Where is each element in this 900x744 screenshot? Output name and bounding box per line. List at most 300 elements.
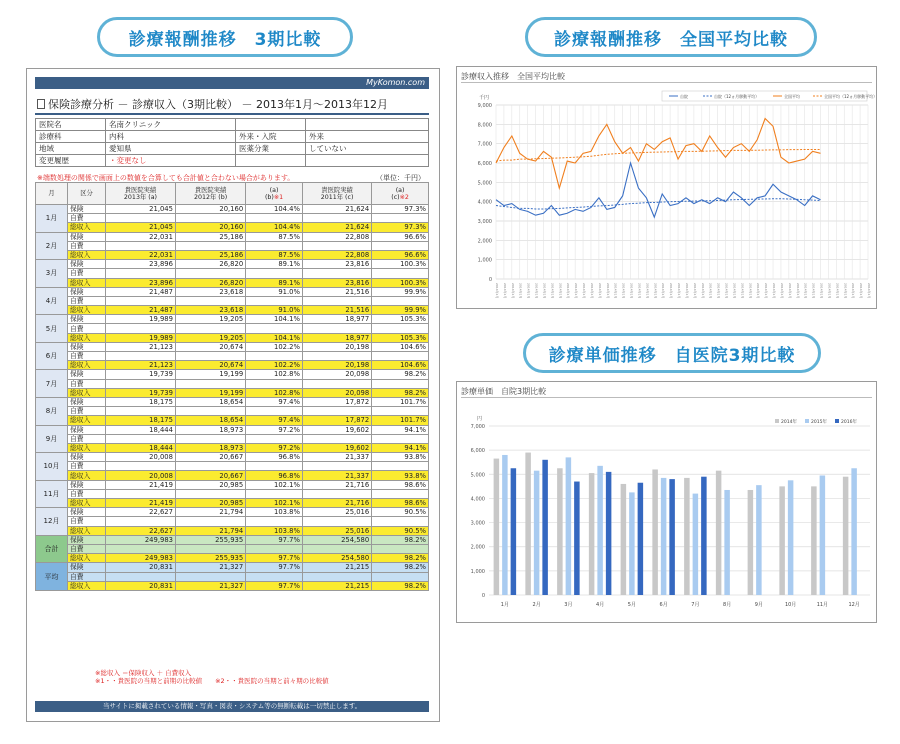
value-cell	[246, 544, 303, 553]
x-tick-label: 2014年1月	[495, 283, 499, 299]
y-axis-label: 千円	[479, 95, 490, 101]
table-row	[36, 443, 429, 452]
legend-swatch	[775, 419, 779, 423]
y-tick-label: 5,000	[470, 472, 485, 479]
value-cell	[302, 324, 371, 333]
value-cell: 102.1%	[246, 499, 303, 508]
table-row	[36, 517, 429, 526]
value-cell: 97.4%	[246, 416, 303, 425]
value-cell: 94.1%	[372, 443, 429, 452]
category-label: 総収入	[68, 250, 106, 259]
value-cell: 18,444	[106, 425, 176, 434]
category-label: 自費	[68, 517, 106, 526]
value-cell: 97.2%	[246, 443, 303, 452]
month-label: 11月	[36, 480, 68, 508]
category-label: 保険	[68, 342, 106, 351]
table-row	[36, 508, 429, 517]
value-cell: 22,031	[106, 232, 176, 241]
x-tick-label: 2014年1月	[795, 283, 800, 299]
clinic-info-table	[35, 118, 429, 167]
rounding-note: ※端数処理の関係で画面上の数値を合算しても合計値と合わない場合があります。	[37, 174, 295, 182]
th-category: 区分	[68, 183, 106, 205]
month-label: 3月	[36, 260, 68, 288]
x-tick-label: 2014年1月	[661, 283, 666, 299]
x-tick-label: 2014年1月	[526, 283, 531, 299]
category-label: 総収入	[68, 223, 106, 232]
value-cell	[246, 434, 303, 443]
value-cell: 93.8%	[372, 453, 429, 462]
report-title: 保険診療分析 － 診療収入（3期比較） － 2013年1月～2013年12月	[37, 96, 388, 112]
value-cell: 22,808	[302, 250, 371, 259]
value-cell: 21,794	[175, 508, 245, 517]
value-cell: 21,624	[302, 205, 371, 214]
bar	[534, 471, 540, 595]
category-label: 保険	[68, 260, 106, 269]
info-value: 外来	[306, 131, 429, 143]
value-cell: 21,516	[302, 287, 371, 296]
info-value: 愛知県	[106, 143, 236, 155]
value-cell: 20,674	[175, 342, 245, 351]
table-row	[36, 352, 429, 361]
x-tick-label: 2014年1月	[756, 283, 761, 299]
value-cell: 20,098	[302, 388, 371, 397]
copyright-bar: 当サイトに掲載されている情報・写真・図表・システム等の無断転載は一切禁止します。	[35, 701, 429, 712]
value-cell: 102.2%	[246, 361, 303, 370]
th-2013: 貴医院実績 2013年 (a)	[106, 183, 176, 205]
line-chart	[457, 67, 878, 310]
x-tick-label: 2014年1月	[787, 283, 792, 299]
value-cell	[246, 517, 303, 526]
value-cell: 89.1%	[246, 260, 303, 269]
value-cell: 18,175	[106, 397, 176, 406]
value-cell: 255,935	[175, 554, 245, 563]
info-key: 医薬分業	[236, 143, 306, 155]
info-key: 診療科	[36, 131, 106, 143]
th-ratio-ab: (a) (b)※1	[246, 183, 303, 205]
category-label: 保険	[68, 315, 106, 324]
x-tick-label: 2014年1月	[677, 283, 682, 299]
value-cell: 21,487	[106, 306, 176, 315]
category-label: 自費	[68, 241, 106, 250]
value-cell	[246, 241, 303, 250]
value-cell: 21,327	[175, 563, 245, 572]
bar-chart-panel	[456, 381, 877, 623]
value-cell: 19,989	[106, 315, 176, 324]
value-cell: 19,739	[106, 388, 176, 397]
unit-label: （単位：千円）	[376, 174, 425, 182]
table-row	[36, 388, 429, 397]
table-row	[36, 581, 429, 590]
value-cell: 20,674	[175, 361, 245, 370]
value-cell: 22,031	[106, 250, 176, 259]
bar	[574, 482, 580, 595]
month-label: 5月	[36, 315, 68, 343]
table-row	[36, 554, 429, 563]
value-cell: 99.9%	[372, 306, 429, 315]
y-tick-label: 3,000	[470, 520, 485, 527]
value-cell: 20,160	[175, 205, 245, 214]
th-2012: 貴医院実績 2012年 (b)	[175, 183, 245, 205]
bar	[597, 466, 603, 595]
category-label: 自費	[68, 572, 106, 581]
value-cell: 21,516	[302, 306, 371, 315]
x-tick-label: 2014年1月	[692, 283, 697, 299]
value-cell: 25,016	[302, 526, 371, 535]
revenue-table	[35, 182, 429, 591]
table-row	[36, 572, 429, 581]
value-cell: 19,602	[302, 425, 371, 434]
th-month: 月	[36, 183, 68, 205]
x-tick-label: 12月	[848, 602, 860, 608]
value-cell	[175, 434, 245, 443]
category-label: 自費	[68, 489, 106, 498]
bar	[811, 486, 817, 595]
value-cell: 19,205	[175, 315, 245, 324]
value-cell	[175, 214, 245, 223]
category-label: 保険	[68, 287, 106, 296]
value-cell: 101.7%	[372, 416, 429, 425]
value-cell	[372, 296, 429, 305]
x-tick-label: 10月	[784, 602, 797, 608]
value-cell: 25,016	[302, 508, 371, 517]
value-cell: 21,045	[106, 223, 176, 232]
table-row	[36, 416, 429, 425]
category-label: 総収入	[68, 554, 106, 563]
table-row	[36, 333, 429, 342]
value-cell: 19,199	[175, 388, 245, 397]
value-cell: 103.8%	[246, 508, 303, 517]
bar	[511, 468, 517, 595]
value-cell: 21,337	[302, 471, 371, 480]
value-cell	[106, 517, 176, 526]
legend-label: 2014年	[781, 420, 797, 425]
value-cell	[246, 352, 303, 361]
category-label: 自費	[68, 379, 106, 388]
bar	[542, 460, 548, 595]
x-tick-label: 11月	[816, 602, 829, 608]
value-cell: 98.2%	[372, 370, 429, 379]
category-label: 保険	[68, 232, 106, 241]
value-cell: 102.8%	[246, 370, 303, 379]
x-tick-label: 2014年1月	[605, 283, 610, 299]
category-label: 総収入	[68, 526, 106, 535]
legend-label: 自院	[680, 94, 688, 99]
value-cell: 97.7%	[246, 554, 303, 563]
footnotes	[95, 669, 329, 685]
y-tick-label: 1,000	[477, 257, 492, 264]
info-value: していない	[306, 143, 429, 155]
title-divider	[35, 113, 429, 115]
value-cell: 18,444	[106, 443, 176, 452]
value-cell: 19,602	[302, 443, 371, 452]
table-row	[36, 342, 429, 351]
value-cell	[302, 517, 371, 526]
value-cell: 97.3%	[372, 205, 429, 214]
table-row	[36, 223, 429, 232]
table-row	[36, 324, 429, 333]
document-icon	[37, 99, 45, 109]
table-row	[36, 250, 429, 259]
bar	[494, 459, 500, 595]
month-label: 6月	[36, 342, 68, 370]
x-tick-label: 7月	[691, 602, 700, 608]
bar	[820, 475, 826, 595]
value-cell	[302, 241, 371, 250]
value-cell: 102.8%	[246, 388, 303, 397]
series-line	[496, 149, 821, 161]
x-tick-label: 2月	[532, 602, 541, 608]
x-tick-label: 2014年1月	[811, 283, 816, 299]
value-cell: 101.7%	[372, 397, 429, 406]
info-key	[236, 155, 306, 167]
value-cell: 104.1%	[246, 333, 303, 342]
category-label: 自費	[68, 324, 106, 333]
value-cell: 18,973	[175, 443, 245, 452]
value-cell	[302, 434, 371, 443]
month-label: 平均	[36, 563, 68, 591]
info-key: 変更履歴	[36, 155, 106, 167]
table-row	[36, 287, 429, 296]
bar	[525, 453, 531, 595]
info-key: 外来・入院	[236, 131, 306, 143]
y-tick-label: 1,000	[470, 568, 485, 575]
y-tick-label: 0	[488, 277, 492, 283]
bar	[843, 477, 849, 595]
value-cell: 22,808	[302, 232, 371, 241]
value-cell: 20,008	[106, 471, 176, 480]
value-cell	[372, 407, 429, 416]
category-label: 保険	[68, 397, 106, 406]
value-cell	[372, 462, 429, 471]
x-tick-label: 2014年1月	[803, 283, 808, 299]
value-cell: 18,977	[302, 333, 371, 342]
brand-bar: MyKomon.com	[35, 77, 429, 89]
info-row	[36, 119, 429, 131]
value-cell	[106, 241, 176, 250]
bar	[589, 473, 595, 595]
bar	[606, 472, 612, 595]
value-cell: 99.9%	[372, 287, 429, 296]
category-label: 自費	[68, 352, 106, 361]
x-tick-label: 2014年1月	[684, 283, 689, 299]
value-cell	[372, 214, 429, 223]
value-cell: 21,337	[302, 453, 371, 462]
value-cell	[106, 379, 176, 388]
table-row	[36, 480, 429, 489]
report-document	[26, 68, 440, 722]
value-cell: 102.2%	[246, 342, 303, 351]
x-tick-label: 2014年1月	[859, 283, 864, 299]
value-cell: 90.5%	[372, 526, 429, 535]
legend-label: 2015年	[811, 420, 827, 425]
value-cell: 104.4%	[246, 205, 303, 214]
y-tick-label: 0	[481, 593, 485, 599]
category-label: 自費	[68, 269, 106, 278]
x-tick-label: 2014年1月	[645, 283, 650, 299]
value-cell	[372, 517, 429, 526]
value-cell: 20,667	[175, 453, 245, 462]
value-cell	[372, 379, 429, 388]
value-cell: 18,973	[175, 425, 245, 434]
category-label: 保険	[68, 205, 106, 214]
value-cell: 21,419	[106, 480, 176, 489]
legend-swatch	[805, 419, 809, 423]
category-label: 保険	[68, 370, 106, 379]
category-label: 総収入	[68, 388, 106, 397]
x-tick-label: 2014年1月	[510, 283, 515, 299]
value-cell: 19,989	[106, 333, 176, 342]
value-cell	[106, 462, 176, 471]
value-cell	[302, 214, 371, 223]
bar	[621, 484, 627, 595]
bar	[701, 477, 707, 595]
bar-chart	[457, 382, 878, 624]
x-tick-label: 8月	[723, 602, 732, 608]
bar-chart-title: 診療単価 自院3期比較	[461, 387, 547, 396]
value-cell: 23,896	[106, 260, 176, 269]
table-row	[36, 306, 429, 315]
y-tick-label: 4,000	[477, 199, 492, 206]
line-chart-title: 診療収入推移 全国平均比較	[461, 72, 565, 81]
value-cell: 104.1%	[246, 315, 303, 324]
x-tick-label: 2014年1月	[835, 283, 840, 299]
value-cell: 98.2%	[372, 563, 429, 572]
value-cell: 105.3%	[372, 315, 429, 324]
value-cell	[175, 352, 245, 361]
x-tick-label: 2014年1月	[621, 283, 626, 299]
table-row	[36, 260, 429, 269]
value-cell	[246, 296, 303, 305]
table-row	[36, 241, 429, 250]
bar	[724, 490, 730, 595]
value-cell: 20,160	[175, 223, 245, 232]
value-cell: 20,985	[175, 480, 245, 489]
value-cell: 98.2%	[372, 581, 429, 590]
table-row	[36, 471, 429, 480]
value-cell: 22,627	[106, 526, 176, 535]
y-tick-label: 7,000	[477, 141, 492, 148]
bar	[716, 471, 722, 595]
value-cell: 97.4%	[246, 397, 303, 406]
value-cell: 91.0%	[246, 306, 303, 315]
y-tick-label: 5,000	[477, 180, 492, 187]
category-label: 総収入	[68, 306, 106, 315]
bar	[851, 468, 857, 595]
value-cell: 249,983	[106, 554, 176, 563]
table-row	[36, 370, 429, 379]
x-tick-label: 2014年1月	[764, 283, 769, 299]
y-tick-label: 3,000	[477, 219, 492, 225]
value-cell: 18,654	[175, 416, 245, 425]
x-tick-label: 2014年1月	[827, 283, 832, 299]
table-row	[36, 535, 429, 544]
x-tick-label: 2014年1月	[819, 283, 824, 299]
category-label: 自費	[68, 434, 106, 443]
bar	[788, 480, 794, 595]
value-cell	[372, 489, 429, 498]
x-tick-label: 2014年1月	[843, 283, 848, 299]
value-cell: 98.2%	[372, 554, 429, 563]
y-tick-label: 9,000	[477, 103, 492, 109]
info-row	[36, 131, 429, 143]
value-cell: 23,896	[106, 278, 176, 287]
th-2011: 貴医院実績 2011年 (c)	[302, 183, 371, 205]
x-tick-label: 2014年1月	[748, 283, 753, 299]
value-cell: 20,667	[175, 471, 245, 480]
x-tick-label: 2014年1月	[637, 283, 642, 299]
value-cell: 18,977	[302, 315, 371, 324]
month-label: 4月	[36, 287, 68, 315]
value-cell	[175, 572, 245, 581]
x-tick-label: 4月	[596, 602, 605, 608]
bar	[693, 494, 699, 595]
legend-label: 自院（12ヵ月移動平均）	[714, 94, 760, 99]
value-cell	[175, 269, 245, 278]
category-label: 保険	[68, 453, 106, 462]
month-label: 2月	[36, 232, 68, 260]
value-cell: 104.6%	[372, 361, 429, 370]
category-label: 自費	[68, 407, 106, 416]
info-key: 医院名	[36, 119, 106, 131]
value-cell: 254,580	[302, 535, 371, 544]
x-tick-label: 2014年1月	[550, 283, 555, 299]
x-tick-label: 2014年1月	[779, 283, 784, 299]
month-label: 10月	[36, 453, 68, 481]
x-tick-label: 2014年1月	[518, 283, 523, 299]
category-label: 総収入	[68, 278, 106, 287]
x-tick-label: 2014年1月	[851, 283, 856, 299]
value-cell	[175, 517, 245, 526]
value-cell: 104.6%	[372, 342, 429, 351]
value-cell: 20,198	[302, 361, 371, 370]
value-cell: 21,624	[302, 223, 371, 232]
value-cell: 96.8%	[246, 471, 303, 480]
category-label: 自費	[68, 544, 106, 553]
value-cell: 23,618	[175, 287, 245, 296]
x-tick-label: 2014年1月	[708, 283, 713, 299]
x-tick-label: 2014年1月	[566, 283, 571, 299]
value-cell: 98.6%	[372, 499, 429, 508]
value-cell	[106, 434, 176, 443]
value-cell: 21,487	[106, 287, 176, 296]
table-row	[36, 425, 429, 434]
value-cell: 102.1%	[246, 480, 303, 489]
bar	[557, 468, 563, 595]
value-cell	[302, 462, 371, 471]
x-tick-label: 2014年1月	[542, 283, 547, 299]
table-row	[36, 563, 429, 572]
x-tick-label: 2014年1月	[597, 283, 602, 299]
x-tick-label: 5月	[627, 602, 636, 608]
y-tick-label: 6,000	[470, 448, 485, 455]
info-value: ・変更なし	[106, 155, 236, 167]
value-cell	[175, 379, 245, 388]
value-cell: 255,935	[175, 535, 245, 544]
value-cell: 20,008	[106, 453, 176, 462]
value-cell	[106, 489, 176, 498]
value-cell: 21,419	[106, 499, 176, 508]
series-line	[496, 119, 821, 189]
value-cell	[246, 572, 303, 581]
heading-right-top: 診療報酬推移 全国平均比較	[525, 17, 817, 57]
heading-right-bottom: 診療単価推移 自医院3期比較	[523, 333, 821, 373]
value-cell: 100.3%	[372, 260, 429, 269]
value-cell: 94.1%	[372, 425, 429, 434]
value-cell: 25,186	[175, 232, 245, 241]
x-tick-label: 2014年1月	[700, 283, 705, 299]
table-row	[36, 205, 429, 214]
x-tick-label: 2014年1月	[613, 283, 618, 299]
